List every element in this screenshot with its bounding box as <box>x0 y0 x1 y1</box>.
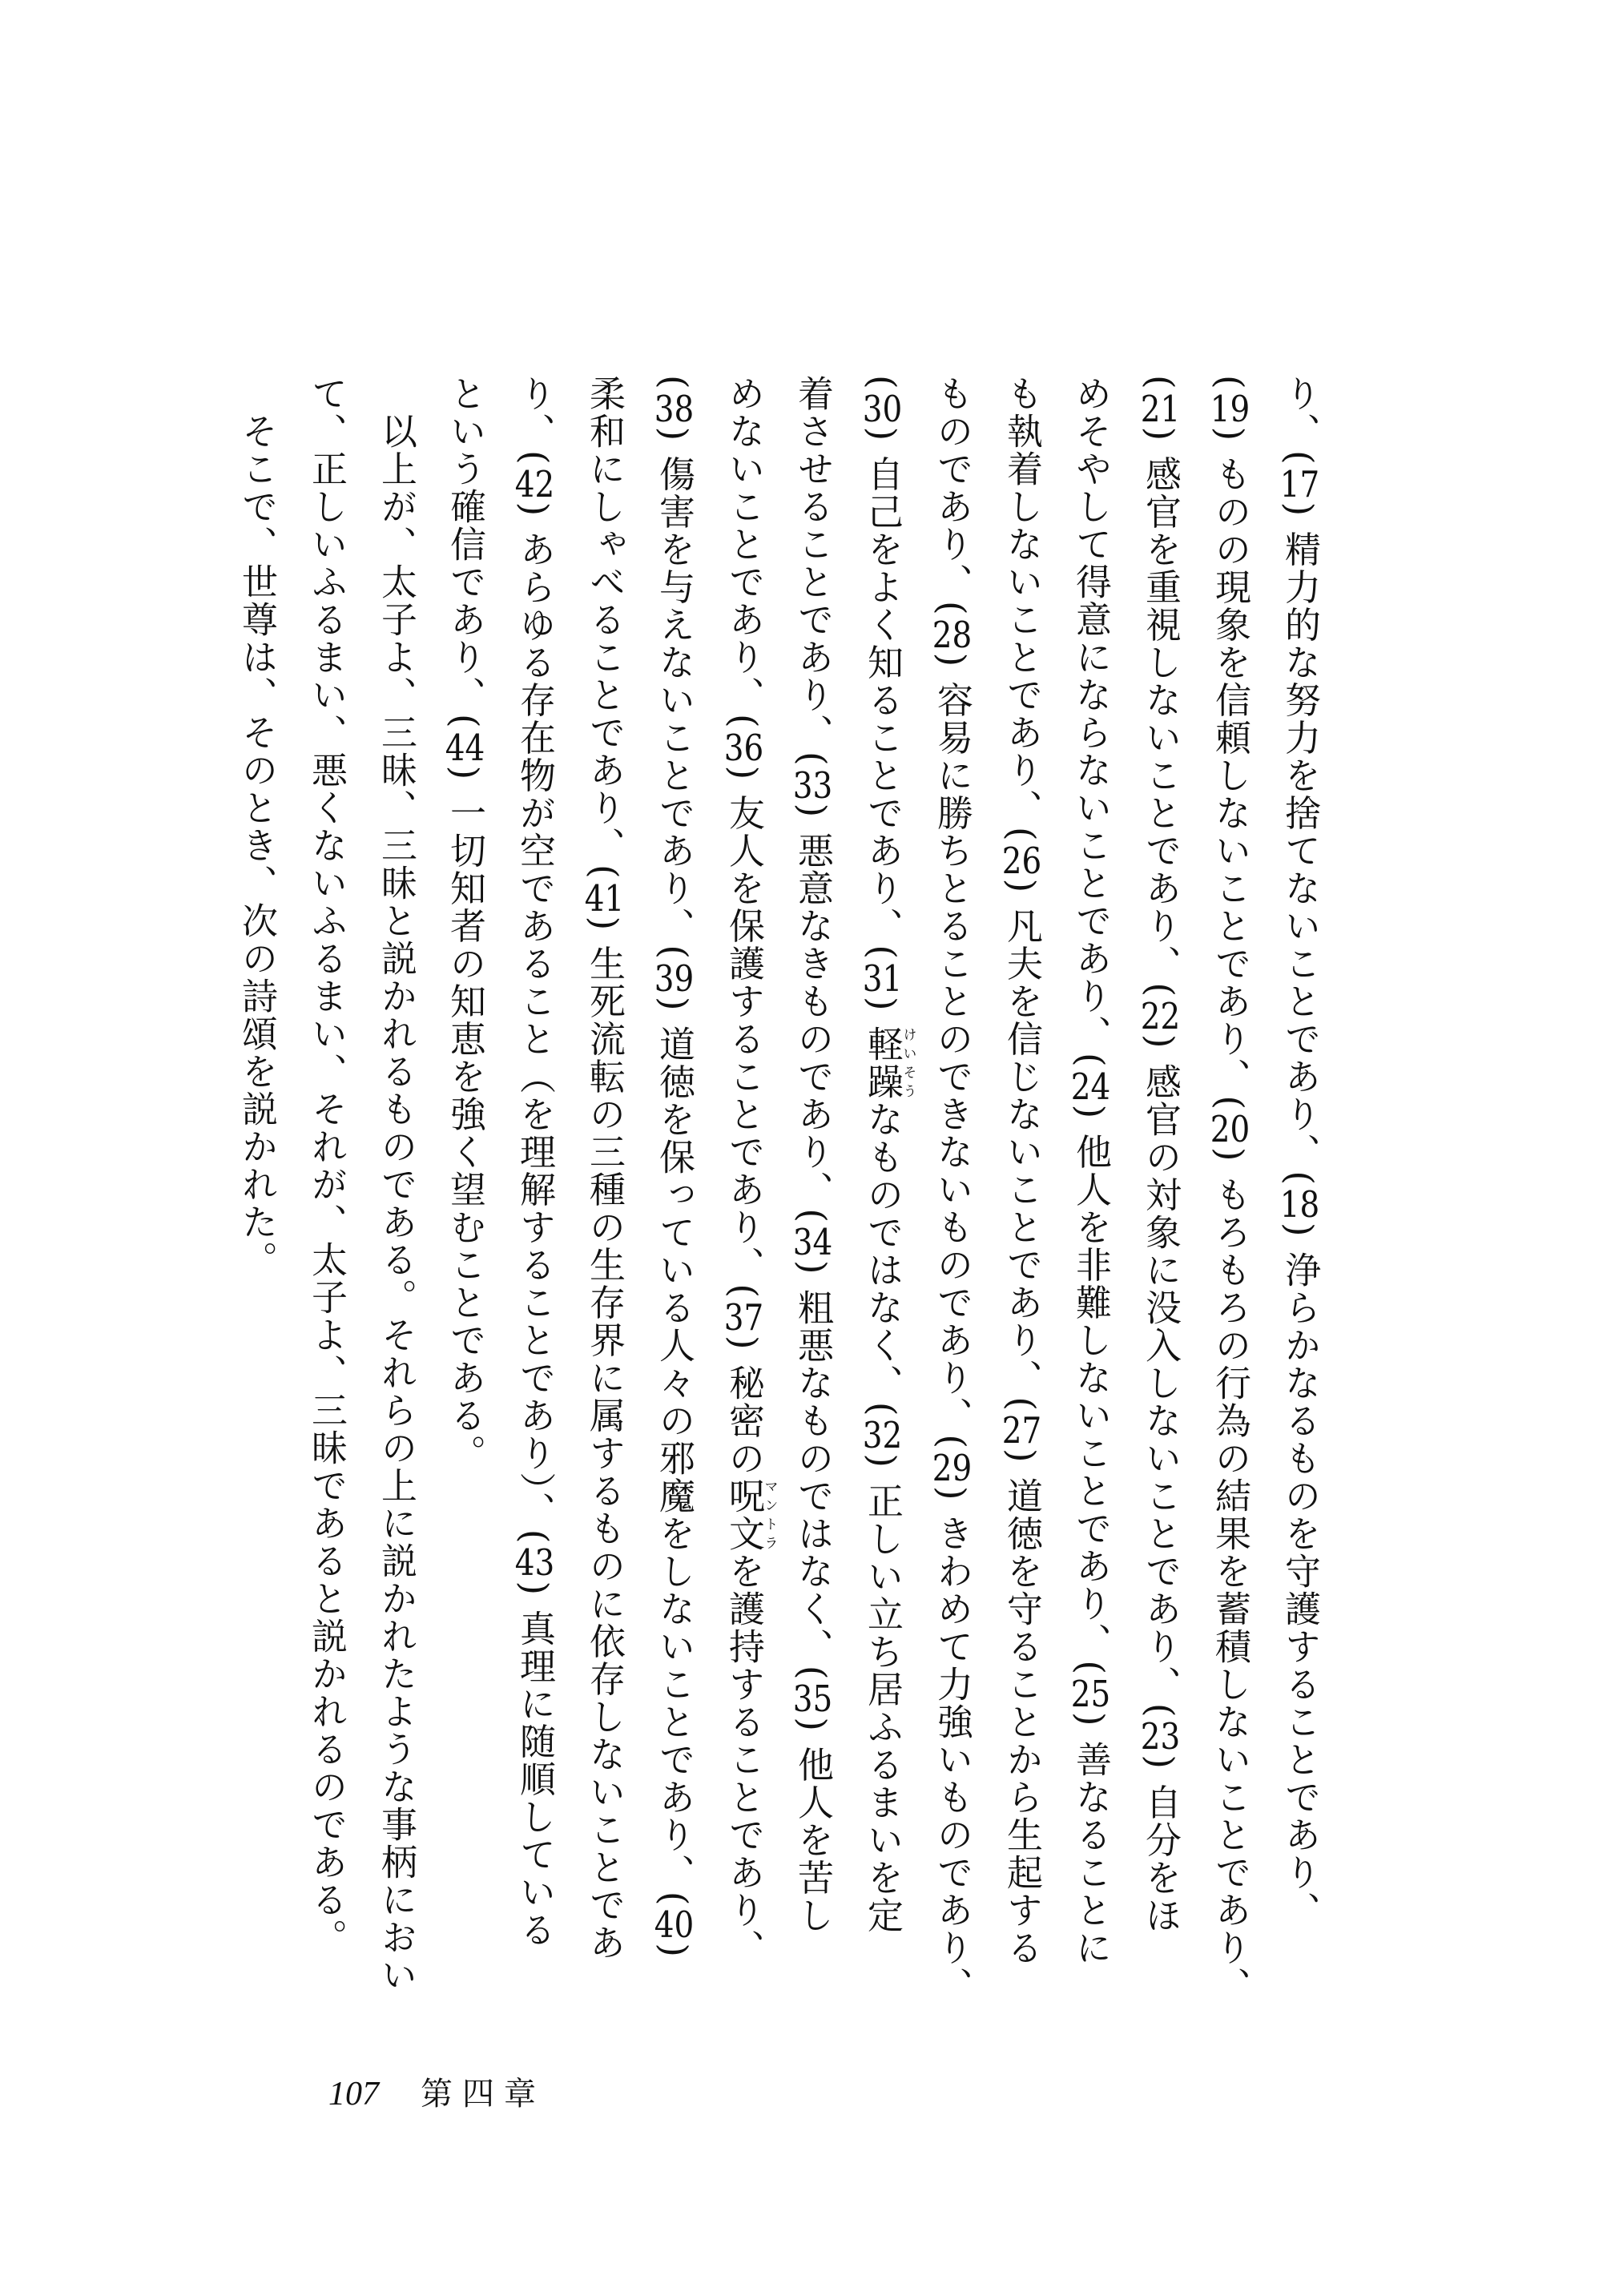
ruby-reading: けいそう <box>900 1025 916 1101</box>
item-number: 32 <box>862 1417 903 1454</box>
text-segment: (30) 自己をよく知ることであり、(31) <box>861 375 904 1025</box>
text-column-9 <box>710 375 777 2025</box>
ruby-base: 呪文 <box>723 1476 765 1553</box>
item-number: 29 <box>932 1449 973 1486</box>
item-number: 31 <box>862 960 903 997</box>
item-number: 20 <box>1210 1110 1250 1147</box>
ruby-reading: マントラ <box>761 1476 778 1553</box>
text-column-6: ものであり、(28) 容易に勝ちとることのできないものであり、(29) きわめて力強いものであり、 <box>931 375 973 2004</box>
text-column-5: も執着しないことであり、(26) 凡夫を信じないことであり、(27) 道徳を守ることから生起する <box>1001 375 1043 1967</box>
item-number: 40 <box>654 1907 695 1944</box>
text-column-2: (19) ものの現象を信頼しないことであり、(20) もろもろの行為の結果を蓄積しないことであり、 <box>1209 375 1251 2004</box>
item-number: 35 <box>792 1681 833 1718</box>
item-number: 41 <box>584 880 625 916</box>
item-number: 38 <box>654 390 695 427</box>
ruby-word <box>861 1025 916 1101</box>
text-column-15: て、正しいふるまい、悪くないふるまい、それが、太子よ、三昧であると説かれるのである。 <box>305 375 348 1956</box>
text-column-1: り、(17) 精力的な努力を捨てないことであり、(18) 浄らかなるものを守護することであり、 <box>1279 375 1321 1929</box>
text-column-12: り、(42) あらゆる存在物が空であること（を理解することであり）、(43) 真理に随順している <box>513 375 556 1949</box>
text-column-14: 以上が、太子よ、三昧、三昧と説かれるものである。それらの上に説かれたような事柄におい <box>375 375 417 1994</box>
text-column-11: 柔和にしゃべることであり、(41) 生死流転の三種の生存界に属するものに依存しないことであ <box>583 375 626 1962</box>
text-segment: めないことであり、(36) 友人を保護することであり、(37) 秘密の <box>723 375 765 1477</box>
chapter-title: 第四章 <box>421 2076 546 2113</box>
text-column-13: という確信であり、(44) 一切知者の知恵を強く望むことである。 <box>444 375 486 1472</box>
ruby-base: 軽躁 <box>861 1025 904 1101</box>
item-number: 26 <box>1001 842 1042 879</box>
item-number: 33 <box>792 767 833 804</box>
item-number: 22 <box>1140 997 1181 1034</box>
item-number: 23 <box>1140 1718 1181 1755</box>
text-column-16: そこで、世尊は、そのとき、次の詩頌を説かれた。 <box>236 375 278 1279</box>
item-number: 34 <box>792 1223 833 1260</box>
item-number: 17 <box>1279 465 1320 502</box>
item-number: 39 <box>654 960 695 997</box>
item-number: 43 <box>514 1545 555 1581</box>
item-number: 24 <box>1070 1068 1111 1105</box>
ruby-word <box>723 1476 778 1553</box>
text-column-3: (21) 感官を重視しないことであり、(22) 感官の対象に没入しないことであり、(23) 自分をほ <box>1139 375 1182 1935</box>
item-number: 21 <box>1140 390 1181 427</box>
item-number: 25 <box>1070 1675 1111 1712</box>
item-number: 44 <box>445 729 485 766</box>
page-number: 107 <box>328 2076 379 2113</box>
text-segment: なものではなく、(32) 正しい立ち居ふるまいを定 <box>861 1100 904 1935</box>
item-number: 28 <box>932 616 973 653</box>
text-column-4: めそやして得意にならないことであり、(24) 他人を非難しないことであり、(25) 善なることに <box>1069 375 1112 1967</box>
text-column-10: (38) 傷害を与えないことであり、(39) 道徳を保っている人々の邪魔をしないことであり、(40) <box>653 375 695 1959</box>
item-number: 30 <box>862 390 903 427</box>
text-column-7 <box>848 375 916 2025</box>
item-number: 37 <box>723 1299 764 1335</box>
item-number: 42 <box>514 465 555 502</box>
item-number: 19 <box>1210 390 1250 427</box>
item-number: 18 <box>1279 1186 1320 1223</box>
text-segment: を護持することであり、 <box>723 1552 765 1967</box>
text-column-8: 着させることであり、(33) 悪意なきものであり、(34) 粗悪なものではなく、(35) 他人を苦し <box>791 375 834 1935</box>
item-number: 36 <box>723 729 764 766</box>
item-number: 27 <box>1001 1412 1042 1448</box>
